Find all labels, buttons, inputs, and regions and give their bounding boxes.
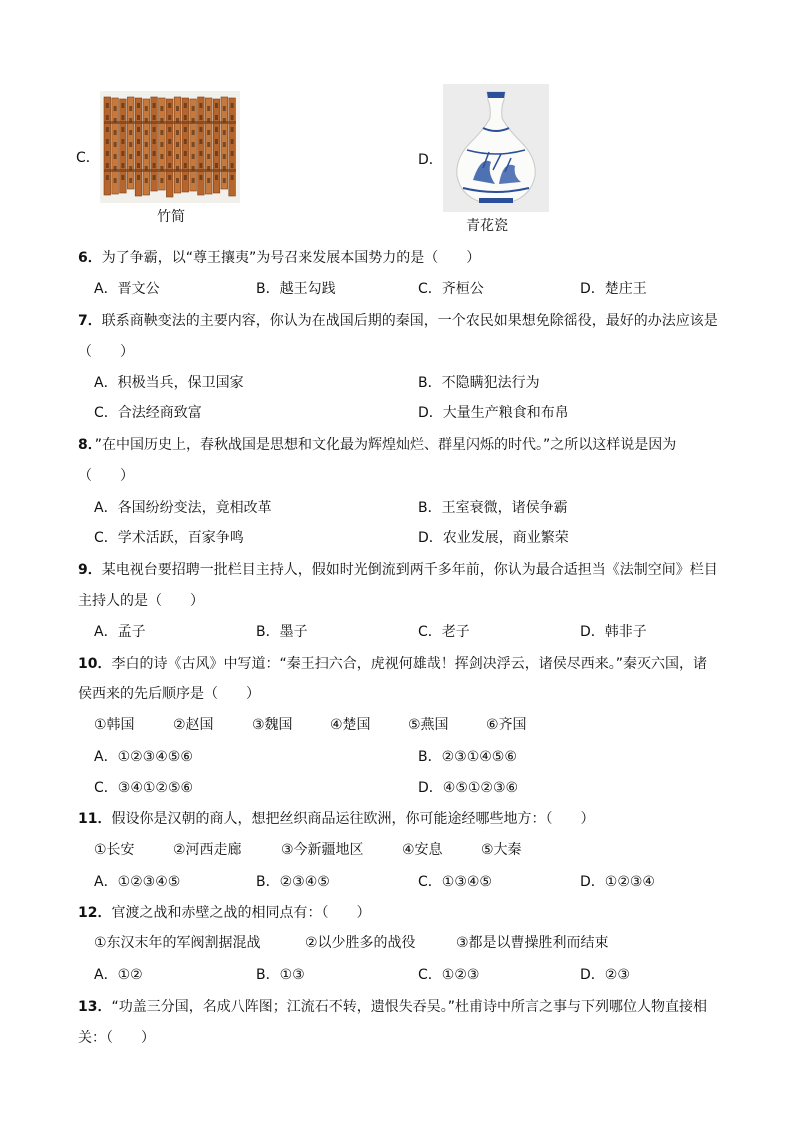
option-c-marker: C． — [76, 150, 100, 166]
q11-option-c: C．①③④⑤ — [418, 874, 492, 890]
bamboo-slips-image — [100, 91, 240, 203]
q10-item-3: ③魏国 — [252, 717, 293, 733]
q9-option-b: B．墨子 — [256, 624, 308, 640]
q6-option-c: C．齐桓公 — [418, 281, 484, 297]
question-8-number: 8． — [78, 437, 95, 453]
q7-option-a: A．积极当兵，保卫国家 — [94, 375, 244, 391]
q12-item-3: ③都是以曹操胜利而结束 — [456, 935, 609, 951]
question-9-stem-cont: 主持人的是（ ） — [78, 593, 204, 609]
q11-item-2: ②河西走廊 — [173, 842, 242, 858]
q12-option-c: C．①②③ — [418, 967, 480, 983]
q10-item-4: ④楚国 — [330, 717, 371, 733]
question-11-stem: 假设你是汉朝的商人，想把丝织商品运往欧洲，你可能途经哪些地方：（ ） — [111, 811, 595, 827]
q11-option-d: D．①②③④ — [580, 874, 655, 890]
question-13-stem: “功盖三分国，名成八阵图；江流石不转，遗恨失吞吴。”杜甫诗中所言之事与下列哪位人物直接相 — [111, 999, 707, 1015]
bamboo-slips-caption: 竹简 — [157, 209, 185, 225]
q6-option-a: A．晋文公 — [94, 281, 160, 297]
q9-option-c: C．老子 — [418, 624, 470, 640]
q11-item-5: ⑤大秦 — [481, 842, 522, 858]
q10-option-a: A．①②③④⑤⑥ — [94, 749, 193, 765]
q10-option-d: D．④⑤①②③⑥ — [418, 780, 519, 796]
q10-item-1: ①韩国 — [94, 717, 135, 733]
q12-item-2: ②以少胜多的战役 — [305, 935, 416, 951]
porcelain-caption: 青花瓷 — [466, 218, 508, 234]
q11-option-a: A．①②③④⑤ — [94, 874, 181, 890]
q9-option-a: A．孟子 — [94, 624, 146, 640]
q8-option-a: A．各国纷纷变法，竟相改革 — [94, 500, 272, 516]
q12-option-b: B．①③ — [256, 967, 305, 983]
q8-option-d: D．农业发展，商业繁荣 — [418, 530, 569, 546]
question-10-stem-cont: 侯西来的先后顺序是（ ） — [78, 686, 260, 702]
question-7 — [78, 311, 718, 331]
question-13 — [78, 997, 707, 1017]
q7-option-c: C．合法经商致富 — [94, 405, 202, 421]
q10-item-5: ⑤燕国 — [408, 717, 449, 733]
q10-item-6: ⑥齐国 — [486, 717, 527, 733]
q8-option-b: B．王室衰微，诸侯争霸 — [418, 500, 568, 516]
q11-item-3: ③今新疆地区 — [281, 842, 364, 858]
porcelain-vase-image — [443, 84, 549, 212]
question-12 — [78, 903, 370, 923]
q7-option-d: D．大量生产粮食和布帛 — [418, 405, 569, 421]
q10-option-c: C．③④①②⑤⑥ — [94, 780, 194, 796]
q11-option-b: B．②③④⑤ — [256, 874, 330, 890]
q11-item-1: ①长安 — [94, 842, 135, 858]
question-10-stem: 李白的诗《古风》中写道：“秦王扫六合，虎视何雄哉！挥剑决浮云，诸侯尽西来。”秦灭六国，诸 — [111, 656, 707, 672]
question-13-stem-cont: 关：（ ） — [78, 1030, 155, 1046]
question-13-number: 13． — [78, 999, 112, 1015]
q8-option-c: C．学术活跃，百家争鸣 — [94, 530, 244, 546]
question-10 — [78, 654, 707, 674]
question-8-stem: ”在中国历史上，春秋战国是思想和文化最为辉煌灿烂、群星闪烁的时代。”之所以这样说是因为 — [94, 437, 677, 453]
question-8 — [78, 435, 676, 455]
q7-option-b: B．不隐瞒犯法行为 — [418, 375, 540, 391]
question-10-number: 10． — [78, 656, 112, 672]
q12-option-d: D．②③ — [580, 967, 630, 983]
q12-item-1: ①东汉末年的军阀割据混战 — [94, 935, 261, 951]
q6-option-b: B．越王勾践 — [256, 281, 336, 297]
question-12-stem: 官渡之战和赤壁之战的相同点有：（ ） — [111, 905, 371, 921]
q6-option-d: D．楚庄王 — [580, 281, 647, 297]
q12-option-a: A．①② — [94, 967, 143, 983]
question-9-stem: 某电视台要招聘一批栏目主持人，假如时光倒流到两千多年前，你认为最合适担当《法制空间》栏目 — [101, 562, 718, 578]
q9-option-d: D．韩非子 — [580, 624, 647, 640]
question-7-number: 7． — [78, 313, 102, 329]
q10-item-2: ②赵国 — [173, 717, 214, 733]
question-6-stem: 为了争霸，以“尊王攘夷”为号召来发展本国势力的是（ ） — [101, 250, 481, 266]
question-11 — [78, 809, 594, 829]
question-8-stem-cont: （ ） — [78, 468, 134, 484]
option-d-marker: D． — [418, 152, 443, 168]
question-7-stem-cont: （ ） — [78, 344, 134, 360]
question-6 — [78, 248, 480, 268]
question-9-number: 9． — [78, 562, 102, 578]
q11-item-4: ④安息 — [402, 842, 443, 858]
question-6-number: 6． — [78, 250, 102, 266]
question-7-stem: 联系商鞅变法的主要内容，你认为在战国后期的秦国，一个农民如果想免除徭役，最好的办法应该是 — [101, 313, 718, 329]
q10-option-b: B．②③①④⑤⑥ — [418, 749, 517, 765]
question-12-number: 12． — [78, 905, 112, 921]
question-9 — [78, 560, 718, 580]
question-11-number: 11． — [78, 811, 112, 827]
